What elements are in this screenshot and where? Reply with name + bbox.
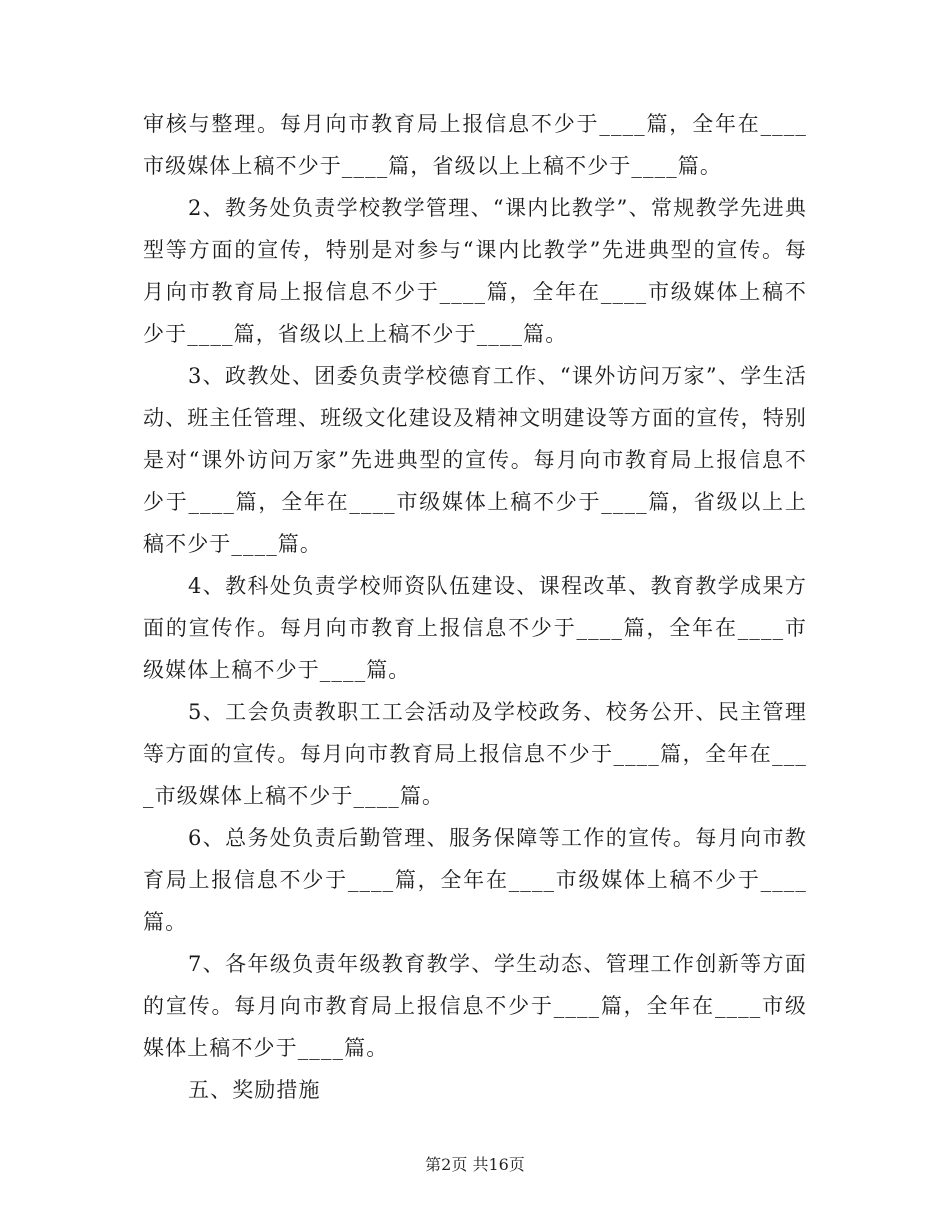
paragraph-continuation: 审核与整理。每月向市教育局上报信息不少于____篇，全年在____市级媒体上稿不少于____篇，省级以上上稿不少于____篇。 [143,112,807,178]
paragraph-item-6: 6、总务处负责后勤管理、服务保障等工作的宣传。每月向市教育局上报信息不少于____篇，全年在____市级媒体上稿不少于____篇。 [143,826,807,934]
paragraph-item-3: 3、政教处、团委负责学校德育工作、“课外访问万家”、学生活动、班主任管理、班级文化建设及精神文明建设等方面的宣传，特别是对“课外访问万家”先进典型的宣传。每月向市教育局上报信息不少于____篇，全年在____市级媒体上稿不少于____篇，省级以上上稿不少于____篇。 [143,364,807,556]
page-number: 第2页 共16页 [425,1155,525,1174]
section-heading: 五、奖励措施 [188,1078,321,1102]
paragraph-item-5: 5、工会负责教职工工会活动及学校政务、校务公开、民主管理等方面的宣传。每月向市教育局上报信息不少于____篇，全年在____市级媒体上稿不少于____篇。 [143,700,807,808]
paragraph-item-7: 7、各年级负责年级教育教学、学生动态、管理工作创新等方面的宣传。每月向市教育局上报信息不少于____篇，全年在____市级媒体上稿不少于____篇。 [143,952,807,1060]
document-body [143,103,807,1111]
paragraph-item-4: 4、教科处负责学校师资队伍建设、课程改革、教育教学成果方面的宣传作。每月向市教育上报信息不少于____篇，全年在____市级媒体上稿不少于____篇。 [143,574,807,682]
paragraph-item-2: 2、教务处负责学校教学管理、“课内比教学”、常规教学先进典型等方面的宣传，特别是对参与“课内比教学”先进典型的宣传。每月向市教育局上报信息不少于____篇，全年在____市级媒体上稿不少于____篇，省级以上上稿不少于____篇。 [143,196,807,346]
